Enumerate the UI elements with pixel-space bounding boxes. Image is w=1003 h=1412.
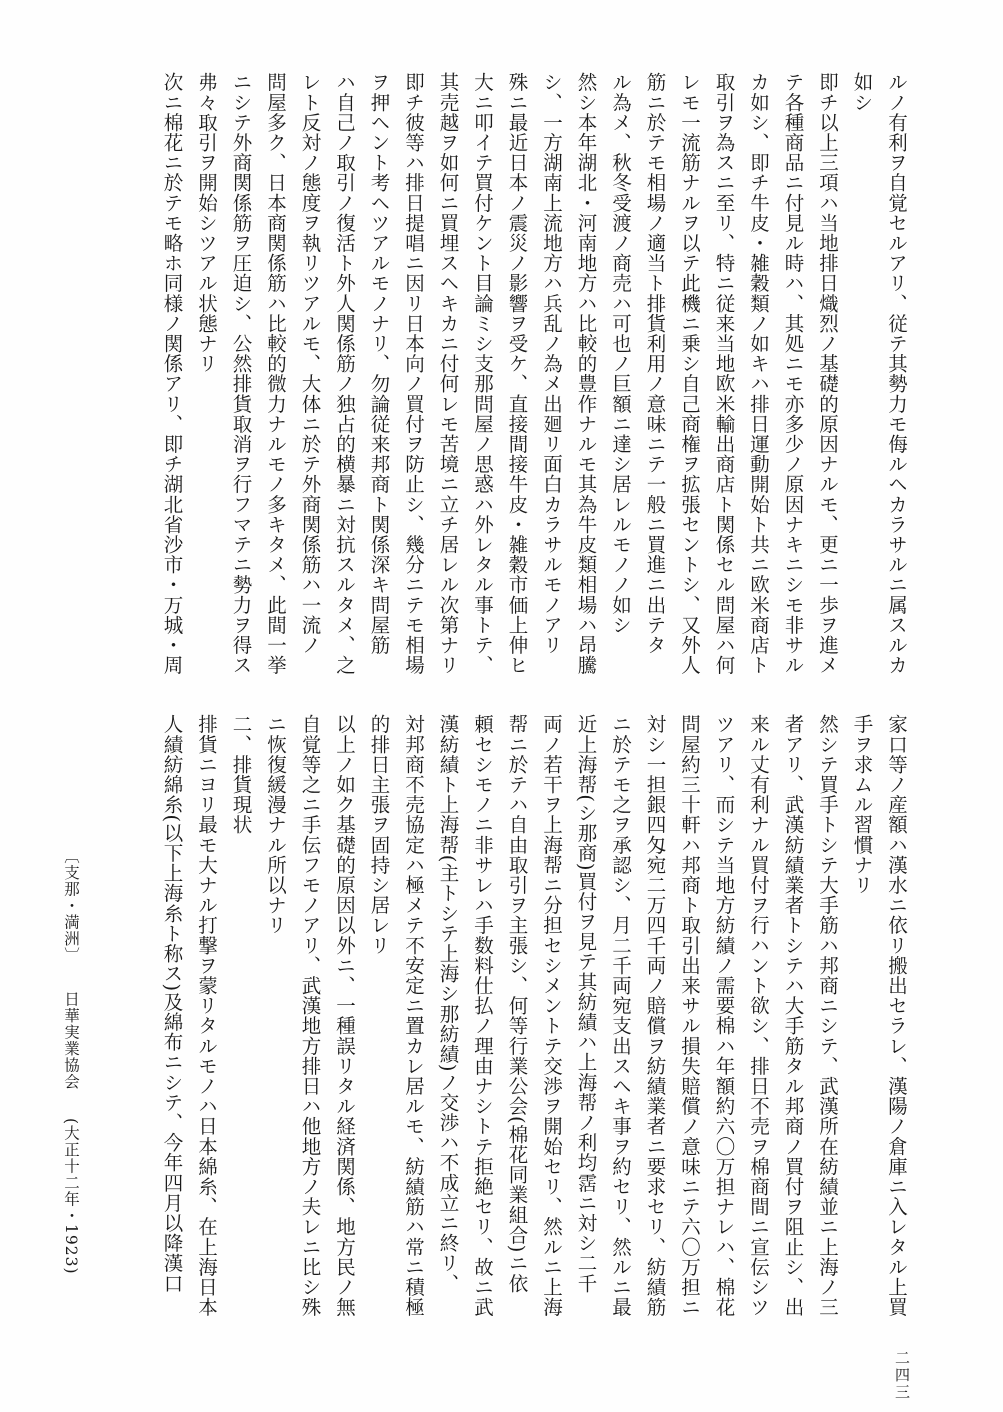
text-line: 即チ彼等ハ排日提唱ニ因リ日本向ノ買付ヲ防止シ、幾分ニテモ相場 xyxy=(402,72,425,675)
running-footer xyxy=(60,848,82,1275)
text-line: 然シテ買手トシテ大手筋ハ邦商ニシテ、武漢所在紡績並ニ上海ノ三 xyxy=(816,714,839,1317)
footer-date: (大正十二年・1923) xyxy=(62,1118,80,1275)
text-line: 的排日主張ヲ固持シ居レリ xyxy=(367,714,391,956)
text-line: 自覚等之ニ手伝フモノアリ、武漢地方排日ハ他地方ノ夫レニ比シ殊 xyxy=(298,714,322,1317)
text-line: 頼セシモノニ非サレハ手数料仕払ノ理由ナシトテ拒絶セリ、故ニ武 xyxy=(471,714,494,1317)
text-line: 大ニ叩イテ買付ケント目論ミシ支那問屋ノ思惑ハ外レタル事トテ、 xyxy=(471,72,494,675)
text-line: ヲ押ヘント考ヘツアルモノナリ、勿論従来邦商ト関係深キ問屋筋 xyxy=(367,72,391,655)
text-line: レモ一流筋ナルヲ以テ此機ニ乗シ自己商権ヲ拡張セントシ、又外人 xyxy=(678,72,701,675)
text-line: ニ於テモ之ヲ承認シ、月二千両宛支出スヘキ事ヲ約セリ、然ルニ最 xyxy=(609,714,632,1317)
section-heading: 二、排貨現状 xyxy=(229,714,253,835)
text-line: 以上ノ如ク基礎的原因以外ニ、一種誤リタル経済関係、地方民ノ無 xyxy=(333,714,356,1317)
text-line: 対シ一担銀四匁宛二万四千両ノ賠償ヲ紡績業者ニ要求セリ、紡績筋 xyxy=(643,714,667,1317)
text-line: 排貨ニヨリ最モ大ナル打撃ヲ蒙リタルモノハ日本綿糸、在上海日本 xyxy=(195,714,218,1317)
text-line: 来ル丈有利ナル買付ヲ行ハント欲シ、排日不売ヲ棉商間ニ宣伝シツ xyxy=(747,714,770,1317)
text-line: 即チ以上三項ハ当地排日熾烈ノ基礎的原因ナルモ、更ニ一歩ヲ進メ xyxy=(816,72,839,675)
text-line: ル為メ、秋冬受渡ノ商売ハ可也ノ巨額ニ達シ居レルモノノ如シ xyxy=(609,72,632,635)
upper-text-block xyxy=(154,72,913,675)
text-line: 然シ本年湖北・河南地方ハ比較的豊作ナルモ其為牛皮類相場ハ昂騰 xyxy=(574,72,598,675)
text-line: 対邦商不売協定ハ極メテ不安定ニ置カレ居ルモ、紡績筋ハ常ニ積極 xyxy=(402,714,425,1317)
text-line: ニシテ外商関係筋ヲ圧迫シ、公然排貨取消ヲ行フマテニ勢力ヲ得ス xyxy=(229,72,253,675)
text-line: シ、一方湖南上流地方ハ兵乱ノ為メ出廻リ面白カラサルモノアリ xyxy=(540,72,563,655)
text-line: 者アリ、武漢紡績業者トシテハ大手筋タル邦商ノ買付ヲ阻止シ、出 xyxy=(781,714,805,1317)
lower-text-block xyxy=(154,714,913,1317)
text-line: 筋ニ於テモ相場ノ適当ト排貨利用ノ意味ニテ一般ニ買進ニ出テタ xyxy=(643,72,667,655)
text-line: カ如シ、即チ牛皮・雑穀類ノ如キハ排日運動開始ト共ニ欧米商店ト xyxy=(747,72,770,675)
text-line: レト反対ノ態度ヲ執リツアルモ、大体ニ於テ外商関係筋ハ一流ノ xyxy=(298,72,322,655)
text-line: 次ニ棉花ニ於テモ略ホ同様ノ関係アリ、即チ湖北省沙市・万城・周 xyxy=(160,72,184,675)
footer-publisher: 日華実業協会 xyxy=(62,991,80,1091)
text-line: ツアリ、而シテ当地方紡績ノ需要棉ハ年額約六〇万担ナレハ、棉花 xyxy=(712,714,736,1317)
text-line: 手ヲ求ムル習慣ナリ xyxy=(850,714,874,895)
text-line: ハ自己ノ取引ノ復活ト外人関係筋ノ独占的横暴ニ対抗スルタメ、之 xyxy=(333,72,356,675)
text-line: 両ノ若干ヲ上海帮ニ分担セシメントテ交渉ヲ開始セリ、然ルニ上海 xyxy=(540,714,563,1317)
text-line: テ各種商品ニ付見ル時ハ、其処ニモ亦多少ノ原因ナキニシモ非サル xyxy=(781,72,805,675)
text-line: 殊ニ最近日本ノ震災ノ影響ヲ受ケ、直接間接牛皮・雑穀市価上伸ヒ xyxy=(505,72,529,675)
page-number: 二四三 xyxy=(893,1350,911,1401)
text-line: 其売越ヲ如何ニ買埋スヘキカニ付何レモ苦境ニ立チ居レル次第ナリ xyxy=(436,72,460,675)
text-line: 漢紡績ト上海帮(主トシテ上海シ那紡績)ノ交渉ハ不成立ニ終リ、 xyxy=(436,714,460,1294)
footer-series: 〔支那・満洲〕 xyxy=(62,848,80,964)
text-line: 弗々取引ヲ開始シツアル状態ナリ xyxy=(195,72,218,374)
text-line: ニ恢復緩漫ナル所以ナリ xyxy=(264,714,287,936)
text-line: 近上海帮(シ那商)買付ヲ見テ其紡績ハ上海帮ノ利均霑ニ対シ二千 xyxy=(574,714,598,1294)
text-line: 如シ xyxy=(850,72,874,113)
text-line: 帮ニ於テハ自由取引ヲ主張シ、何等行業公会(棉花同業組合)ニ依 xyxy=(505,714,529,1294)
text-line: 問屋約三十軒ハ邦商ト取引出来サル損失賠償ノ意味ニテ六〇万担ニ xyxy=(678,714,701,1317)
text-line: 人績紡綿糸(以下上海糸ト称ス)及綿布ニシテ、今年四月以降漢口 xyxy=(160,714,184,1294)
text-line: 取引ヲ為スニ至リ、特ニ従来当地欧米輸出商店ト関係セル問屋ハ何 xyxy=(712,72,736,675)
text-line: 問屋多ク、日本商関係筋ハ比較的微力ナルモノ多キタメ、此間一挙 xyxy=(264,72,287,675)
text-line: ルノ有利ヲ自覚セルアリ、従テ其勢力モ侮ルヘカラサルニ属スルカ xyxy=(885,72,908,675)
text-line: 家口等ノ産額ハ漢水ニ依リ搬出セラレ、漢陽ノ倉庫ニ入レタル上買 xyxy=(885,714,908,1317)
